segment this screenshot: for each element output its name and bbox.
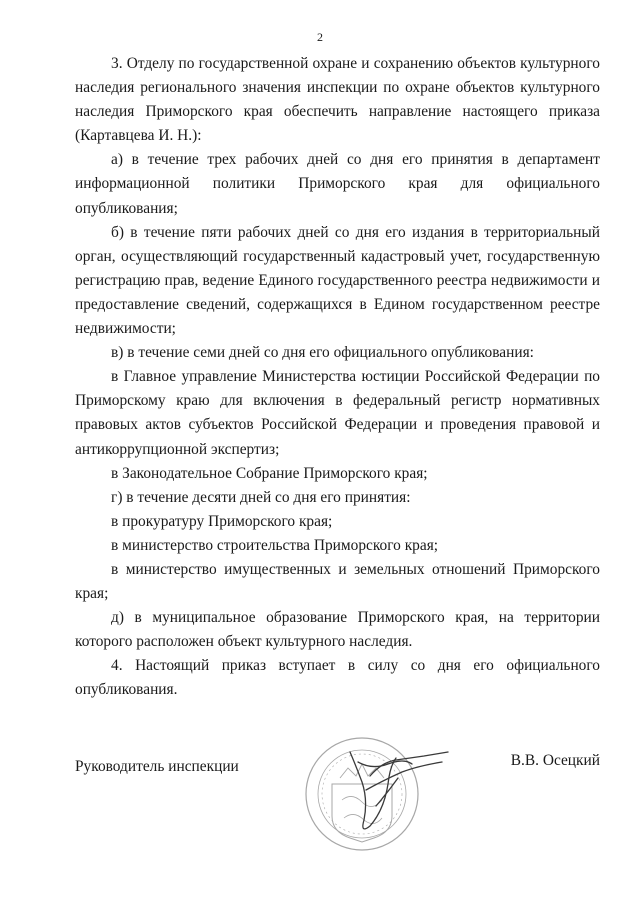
signatory-position: Руководитель инспекции (75, 758, 239, 775)
paragraph-4: 4. Настоящий приказ вступает в силу со дня его официального опубликования. (75, 657, 600, 699)
paragraph-3a: а) в течение трех рабочих дней со дня его принятия в департамент информационной политики Приморского края для официального опубликования; (75, 151, 600, 217)
paragraph-3b: б) в течение пяти рабочих дней со дня его издания в территориальный орган, осуществляющий государственный кадастровый учет, государственную регистрацию прав, ведение Единого государственного реестра недвижимости и предоставление сведений, содержащихся в Едином государственном реестре недвижимости; (75, 223, 600, 338)
paragraph-3v: в) в течение семи дней со дня его официального опубликования: (111, 344, 534, 362)
document-body (75, 52, 600, 703)
paragraph-3g-property: в министерство имущественных и земельных отношений Приморского края; (75, 560, 600, 603)
paragraph-3v-justice: в Главное управление Министерства юстиции Российской Федерации по Приморскому краю для включения в федеральный регистр нормативных правовых актов субъектов Российской Федерации и проведения правовой и антикоррупционной экспертиз; (75, 368, 600, 458)
paragraph-3v-assembly: в Законодательное Собрание Приморского края; (111, 464, 428, 482)
paragraph-3g-prosecutor: в прокуратуру Приморского края; (111, 512, 333, 530)
paragraph-3g-construction: в министерство строительства Приморского края; (111, 536, 439, 554)
signatory-name: В.В. Осецкий (510, 752, 600, 769)
official-seal-and-signature-icon (292, 722, 452, 862)
paragraph-3g: г) в течение десяти дней со дня его принятия: (111, 488, 411, 506)
seal-stamp (306, 738, 418, 850)
paragraph-3d: д) в муниципальное образование Приморского края, на территории которого расположен объект культурного наследия. (75, 609, 600, 651)
paragraph-3: 3. Отделу по государственной охране и сохранению объектов культурного наследия регионального значения инспекции по охране объектов культурного наследия Приморского края обеспечить направление настоящего приказа (Картавцева И. Н.): (75, 55, 600, 145)
page-number: 2 (317, 30, 323, 44)
